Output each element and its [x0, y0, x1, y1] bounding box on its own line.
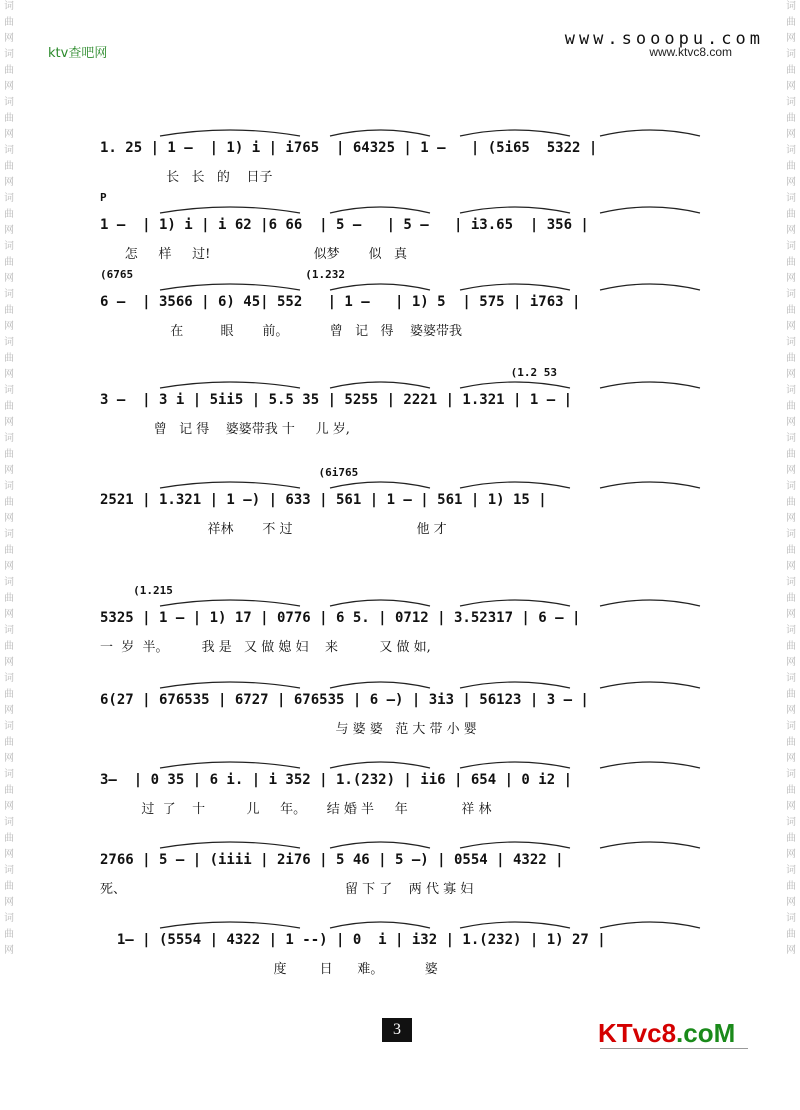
lyric-line: 度 日 难。 婆	[100, 962, 438, 977]
watermark-glyph: 词	[4, 1, 14, 12]
slur-arc	[460, 842, 570, 848]
notation-line: 6(27 | 676535 | 6727 | 676535 | 6 —) | 3i3 | 56123 | 3 — |	[100, 692, 589, 708]
slur-arc	[330, 682, 430, 688]
watermark-glyph: 曲	[4, 833, 14, 844]
lyric-line: 过 了 十 儿 年。 结 婚 半 年 祥 林	[100, 802, 492, 817]
watermark-glyph: 曲	[786, 881, 796, 892]
watermark-glyph: 曲	[4, 65, 14, 76]
watermark-glyph: 曲	[786, 497, 796, 508]
watermark-glyph: 词	[4, 817, 14, 828]
watermark-glyph: 词	[786, 577, 796, 588]
watermark-glyph: 曲	[786, 929, 796, 940]
brand-text: ktv查吧网	[48, 46, 108, 61]
slur-arc	[600, 842, 700, 848]
watermark-glyph: 曲	[4, 353, 14, 364]
slur-arc	[600, 207, 700, 213]
slur-arc	[600, 130, 700, 136]
site-url-secondary: www.ktvc8.com	[649, 45, 732, 59]
watermark-glyph: 网	[4, 417, 14, 428]
watermark-glyph: 网	[786, 465, 796, 476]
intro-annotation: (1.2 53	[100, 366, 557, 379]
watermark-glyph: 词	[786, 817, 796, 828]
watermark-glyph: 词	[786, 625, 796, 636]
watermark-glyph: 曲	[786, 257, 796, 268]
watermark-glyph: 网	[4, 321, 14, 332]
slur-arc	[160, 922, 300, 928]
watermark-glyph: 词	[4, 625, 14, 636]
watermark-glyph: 曲	[4, 449, 14, 460]
watermark-glyph: 曲	[786, 545, 796, 556]
watermark-glyph: 词	[786, 529, 796, 540]
watermark-glyph: 曲	[786, 161, 796, 172]
watermark-glyph: 词	[4, 673, 14, 684]
watermark-glyph: 网	[786, 273, 796, 284]
watermark-glyph: 词	[786, 913, 796, 924]
watermark-glyph: 曲	[4, 881, 14, 892]
intro-annotation: (6i765	[100, 466, 359, 479]
watermark-glyph: 词	[4, 721, 14, 732]
watermark-glyph: 网	[786, 33, 796, 44]
watermark-glyph: 词	[4, 289, 14, 300]
watermark-glyph: 词	[4, 577, 14, 588]
watermark-glyph: 网	[786, 513, 796, 524]
watermark-glyph: 网	[786, 609, 796, 620]
score-system	[100, 466, 710, 550]
watermark-glyph: 网	[4, 273, 14, 284]
slur-arc	[330, 284, 430, 290]
slur-arc	[330, 207, 430, 213]
logo-t: Tvc8	[616, 1018, 677, 1048]
watermark-glyph: 曲	[786, 449, 796, 460]
slur-arc	[600, 682, 700, 688]
watermark-glyph: 曲	[4, 17, 14, 28]
watermark-glyph: 网	[4, 129, 14, 140]
slur-arc	[600, 600, 700, 606]
slur-arc	[160, 284, 300, 290]
score-system	[100, 760, 710, 830]
watermark-glyph: 词	[786, 241, 796, 252]
logo-c: .coM	[676, 1018, 736, 1048]
slur-arc	[460, 482, 570, 488]
watermark-glyph: 曲	[786, 593, 796, 604]
watermark-glyph: 曲	[786, 353, 796, 364]
watermark-glyph: 网	[4, 753, 14, 764]
watermark-glyph: 词	[786, 145, 796, 156]
score-system	[100, 584, 710, 668]
slur-arc	[160, 762, 300, 768]
watermark-glyph: 网	[4, 945, 14, 956]
watermark-glyph: 网	[4, 33, 14, 44]
watermark-glyph: 网	[786, 657, 796, 668]
watermark-glyph: 曲	[4, 689, 14, 700]
slur-arc	[460, 207, 570, 213]
watermark-glyph: 词	[786, 97, 796, 108]
slur-arc	[330, 600, 430, 606]
slur-arc	[460, 922, 570, 928]
watermark-glyph: 网	[4, 609, 14, 620]
watermark-glyph: 词	[4, 241, 14, 252]
watermark-glyph: 词	[4, 529, 14, 540]
slur-arc	[160, 207, 300, 213]
watermark-glyph: 词	[4, 49, 14, 60]
slur-arc	[460, 130, 570, 136]
score-system	[100, 268, 710, 352]
watermark-glyph: 词	[786, 337, 796, 348]
notation-line: 1 — | 1) i | i 62 |6 66 | 5 — | 5 — | i3.65 | 356 |	[100, 217, 589, 233]
watermark-glyph: 网	[4, 81, 14, 92]
score-system	[100, 840, 710, 910]
watermark-glyph: 词	[786, 1, 796, 12]
watermark-glyph: 网	[786, 705, 796, 716]
watermark-glyph: 网	[786, 81, 796, 92]
watermark-glyph: 曲	[4, 113, 14, 124]
slur-arc	[600, 922, 700, 928]
watermark-glyph: 曲	[4, 641, 14, 652]
slur-arc	[600, 762, 700, 768]
watermark-glyph: 网	[786, 417, 796, 428]
watermark-glyph: 曲	[786, 17, 796, 28]
watermark-glyph: 曲	[786, 833, 796, 844]
watermark-glyph: 网	[4, 897, 14, 908]
watermark-glyph: 曲	[786, 113, 796, 124]
slur-arc	[330, 130, 430, 136]
notation-line: 3— | 0 35 | 6 i. | i 352 | 1.(232) | ii6 | 654 | 0 i2 |	[100, 772, 573, 788]
watermark-glyph: 网	[4, 177, 14, 188]
watermark-glyph: 网	[786, 369, 796, 380]
watermark-glyph: 网	[4, 849, 14, 860]
slur-arc	[160, 682, 300, 688]
page-number: 3	[382, 1018, 412, 1042]
score-system	[100, 366, 710, 450]
score-system	[100, 920, 710, 990]
notation-line: 1— | (5554 | 4322 | 1 --) | 0 i | i32 | 1.(232) | 1) 27 |	[100, 932, 606, 948]
watermark-glyph: 词	[4, 865, 14, 876]
watermark-glyph: 词	[786, 865, 796, 876]
slur-arc	[160, 130, 300, 136]
watermark-glyph: 曲	[786, 785, 796, 796]
lyric-line: 长 长 的 日子	[100, 170, 273, 185]
lyric-line: 死、 留 下 了 两 代 寡 妇	[100, 882, 474, 897]
slur-arc	[600, 482, 700, 488]
watermark-glyph: 曲	[4, 497, 14, 508]
watermark-glyph: 词	[786, 673, 796, 684]
watermark-glyph: 网	[786, 849, 796, 860]
watermark-glyph: 曲	[786, 209, 796, 220]
watermark-glyph: 网	[786, 945, 796, 956]
watermark-glyph: 曲	[4, 545, 14, 556]
lyric-line: 一 岁 半。 我 是 又 做 媳 妇 来 又 做 如,	[100, 640, 431, 655]
slur-arc	[460, 762, 570, 768]
watermark-glyph: 词	[786, 481, 796, 492]
watermark-glyph: 词	[4, 385, 14, 396]
notation-line: 1. 25 | 1 — | 1) i | i765 | 64325 | 1 — | (5i65 5322 |	[100, 140, 598, 156]
watermark-glyph: 网	[4, 657, 14, 668]
watermark-glyph: 曲	[4, 593, 14, 604]
watermark-glyph: 词	[4, 769, 14, 780]
lyric-line: 怎 样 过! 似梦 似 真	[100, 247, 407, 262]
watermark-glyph: 词	[786, 769, 796, 780]
watermark-glyph: 词	[4, 145, 14, 156]
slur-arc	[460, 600, 570, 606]
watermark-glyph: 词	[786, 289, 796, 300]
slur-arc	[330, 382, 430, 388]
score-system	[100, 680, 710, 750]
watermark-glyph: 网	[786, 801, 796, 812]
intro-annotation: (1.215	[100, 584, 173, 597]
watermark-glyph: 词	[4, 913, 14, 924]
watermark-glyph: 网	[4, 369, 14, 380]
notation-line: 3 — | 3 i | 5ii5 | 5.5 35 | 5255 | 2221 | 1.321 | 1 — |	[100, 392, 573, 408]
logo-divider	[600, 1048, 748, 1049]
watermark-glyph: 网	[786, 897, 796, 908]
slur-arc	[460, 284, 570, 290]
watermark-glyph: 词	[786, 721, 796, 732]
watermark-glyph: 网	[4, 561, 14, 572]
watermark-right-strip	[784, 0, 798, 1110]
lyric-line: 与 婆 婆 范 大 带 小 婴	[100, 722, 477, 737]
intro-annotation: (6765 (1.232	[100, 268, 346, 281]
watermark-glyph: 网	[4, 705, 14, 716]
slur-arc	[160, 600, 300, 606]
watermark-glyph: 曲	[4, 161, 14, 172]
watermark-glyph: 网	[4, 225, 14, 236]
notation-line: 2521 | 1.321 | 1 —) | 633 | 561 | 1 — | 561 | 1) 15 |	[100, 492, 547, 508]
notation-line: 6 — | 3566 | 6) 45| 552 | 1 — | 1) 5 | 575 | i763 |	[100, 294, 581, 310]
notation-line: 2766 | 5 — | (iiii | 2i76 | 5 46 | 5 —) | 0554 | 4322 |	[100, 852, 564, 868]
watermark-glyph: 曲	[786, 737, 796, 748]
watermark-glyph: 网	[786, 177, 796, 188]
slur-arc	[330, 842, 430, 848]
site-logo	[598, 1018, 735, 1049]
slur-arc	[600, 284, 700, 290]
watermark-glyph: 词	[786, 433, 796, 444]
slur-arc	[160, 482, 300, 488]
watermark-glyph: 曲	[4, 401, 14, 412]
watermark-glyph: 网	[786, 129, 796, 140]
watermark-glyph: 网	[786, 225, 796, 236]
notation-line: 5325 | 1 — | 1) 17 | 0776 | 6 5. | 0712 | 3.52317 | 6 — |	[100, 610, 581, 626]
watermark-glyph: 词	[4, 97, 14, 108]
slur-arc	[330, 922, 430, 928]
score-system	[100, 191, 710, 275]
watermark-glyph: 曲	[786, 65, 796, 76]
watermark-glyph: 词	[4, 193, 14, 204]
watermark-glyph: 网	[4, 801, 14, 812]
lyric-line: 祥林 不 过 他 才	[100, 522, 447, 537]
watermark-left-strip	[2, 0, 16, 1110]
watermark-glyph: 网	[786, 753, 796, 764]
watermark-glyph: 曲	[4, 929, 14, 940]
watermark-glyph: 曲	[4, 737, 14, 748]
watermark-glyph: 曲	[4, 785, 14, 796]
watermark-glyph: 词	[4, 433, 14, 444]
watermark-glyph: 曲	[786, 641, 796, 652]
slur-arc	[330, 762, 430, 768]
slur-arc	[160, 382, 300, 388]
watermark-glyph: 词	[786, 49, 796, 60]
slur-arc	[460, 382, 570, 388]
watermark-glyph: 词	[4, 481, 14, 492]
intro-annotation: P	[100, 191, 107, 204]
watermark-glyph: 曲	[786, 689, 796, 700]
watermark-glyph: 网	[4, 513, 14, 524]
score-system	[100, 128, 710, 198]
logo-k: K	[598, 1018, 617, 1048]
watermark-glyph: 网	[786, 321, 796, 332]
lyric-line: 在 眼 前。 曾 记 得 婆婆带我	[100, 324, 463, 339]
lyric-line: 曾 记 得 婆婆带我 十 儿 岁,	[100, 422, 350, 437]
watermark-glyph: 曲	[786, 305, 796, 316]
slur-arc	[460, 682, 570, 688]
watermark-glyph: 曲	[4, 305, 14, 316]
site-url: www.sooopu.com	[564, 29, 764, 49]
watermark-glyph: 曲	[4, 209, 14, 220]
watermark-glyph: 曲	[4, 257, 14, 268]
slur-arc	[600, 382, 700, 388]
watermark-glyph: 网	[4, 465, 14, 476]
watermark-glyph: 网	[786, 561, 796, 572]
watermark-glyph: 曲	[786, 401, 796, 412]
slur-arc	[330, 482, 430, 488]
watermark-glyph: 词	[786, 385, 796, 396]
watermark-glyph: 词	[786, 193, 796, 204]
slur-arc	[160, 842, 300, 848]
watermark-glyph: 词	[4, 337, 14, 348]
